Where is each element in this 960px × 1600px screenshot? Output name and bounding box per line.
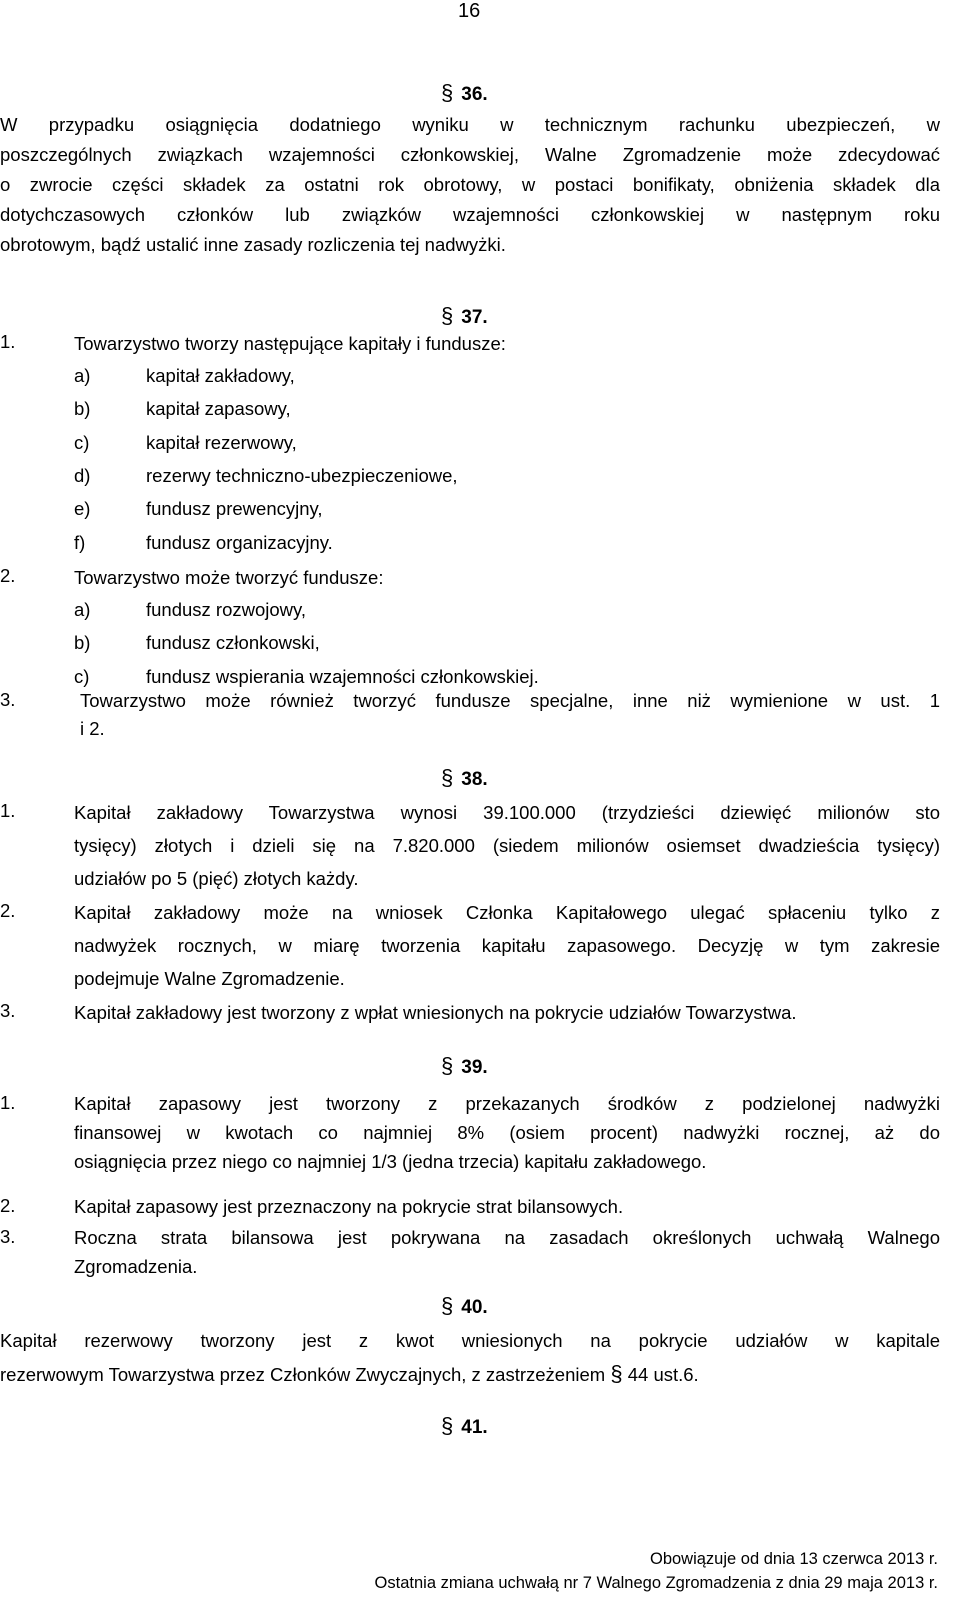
item-text: Towarzystwo tworzy następujące kapitały i fundusze:	[74, 333, 506, 354]
list-text: rezerwy techniczno-ubezpieczeniowe,	[146, 465, 458, 486]
item-line: Kapitał zakładowy może na wniosek Członka Kapitałowego ulegać spłaceniu tylko z	[74, 902, 940, 923]
section-number: 37.	[461, 307, 488, 328]
section-number: 38.	[461, 769, 488, 790]
item-number: 1.	[0, 331, 16, 352]
item-line: Towarzystwo może również tworzyć fundusze specjalne, inne niż wymienione w ust. 1	[80, 690, 940, 711]
item-line: Roczna strata bilansowa jest pokrywana na zasadach określonych uchwałą Walnego	[74, 1227, 940, 1248]
section-sign: §	[610, 1361, 623, 1386]
item-text	[74, 896, 940, 995]
item-number: 3.	[0, 689, 16, 710]
list-letter: a)	[74, 365, 91, 386]
list-text: fundusz wspierania wzajemności członkowskiej.	[146, 666, 539, 687]
list-letter: c)	[74, 666, 90, 687]
list-text: fundusz członkowski,	[146, 632, 320, 653]
footer-effective-date: Obowiązuje od dnia 13 czerwca 2013 r.	[649, 1550, 938, 1568]
item-number: 3.	[0, 1000, 16, 1021]
section-38-heading	[441, 765, 488, 791]
list-text: fundusz organizacyjny.	[146, 532, 333, 553]
item-number: 3.	[0, 1226, 16, 1247]
list-letter: b)	[74, 398, 91, 419]
item-line: finansowej w kwotach co najmniej 8% (osiem procent) nadwyżki rocznej, aż do	[74, 1122, 940, 1143]
list-letter: a)	[74, 599, 91, 620]
item-number: 1.	[0, 800, 16, 821]
footer-last-amendment: Ostatnia zmiana uchwałą nr 7 Walnego Zgromadzenia z dnia 29 maja 2013 r.	[374, 1574, 938, 1592]
list-text: kapitał zapasowy,	[146, 398, 291, 419]
paragraph-line: dotychczasowych członków lub związków wzajemności członkowskiej w następnym roku	[0, 204, 940, 225]
item-text	[74, 1192, 940, 1221]
item-text	[80, 687, 940, 743]
section-number: 40.	[461, 1297, 488, 1318]
item-line: tysięcy) złotych i dzieli się na 7.820.000 (siedem milionów osiemset dwadzieścia tysięcy)	[74, 835, 940, 856]
list-letter: f)	[74, 532, 86, 553]
list-letter: b)	[74, 632, 91, 653]
section-sign: §	[441, 1053, 454, 1078]
section-40-heading	[441, 1293, 488, 1319]
item-line: Kapitał zakładowy jest tworzony z wpłat wniesionych na pokrycie udziałów Towarzystwa.	[74, 1002, 797, 1023]
section-36-paragraph	[0, 110, 940, 260]
item-text	[74, 996, 940, 1029]
item-number: 1.	[0, 1092, 16, 1113]
item-line: i 2.	[80, 718, 105, 739]
section-sign: §	[441, 765, 454, 790]
list-letter: d)	[74, 465, 91, 486]
paragraph-text: rezerwowym Towarzystwa przez Członków Zwyczajnych, z zastrzeżeniem	[0, 1364, 606, 1385]
paragraph-line: poszczególnych związkach wzajemności członkowskiej, Walne Zgromadzenie może zdecydować	[0, 144, 940, 165]
section-40-paragraph	[0, 1324, 940, 1391]
section-36-heading	[441, 80, 488, 106]
section-39-heading	[441, 1053, 488, 1079]
item-line: nadwyżek rocznych, w miarę tworzenia kapitału zapasowego. Decyzję w tym zakresie	[74, 935, 940, 956]
list-text: fundusz prewencyjny,	[146, 498, 323, 519]
section-number: 41.	[461, 1417, 488, 1438]
item-line: udziałów po 5 (pięć) złotych każdy.	[74, 868, 359, 889]
paragraph-line	[0, 1357, 940, 1391]
section-sign: §	[441, 303, 454, 328]
list-letter: c)	[74, 432, 90, 453]
section-41-heading	[441, 1413, 488, 1439]
page-number: 16	[458, 0, 481, 22]
section-sign: §	[441, 1293, 454, 1318]
paragraph-line: o zwrocie części składek za ostatni rok obrotowy, w postaci bonifikaty, obniżenia składek dla	[0, 174, 940, 195]
section-number: 39.	[461, 1057, 488, 1078]
item-text	[74, 796, 940, 895]
paragraph-line: W przypadku osiągnięcia dodatniego wyniku w technicznym rachunku ubezpieczeń, w	[0, 114, 940, 135]
item-number: 2.	[0, 1195, 16, 1216]
paragraph-text: 44 ust.6.	[627, 1364, 699, 1385]
item-text	[74, 1089, 940, 1176]
section-number: 36.	[461, 84, 488, 105]
list-text: kapitał zakładowy,	[146, 365, 295, 386]
section-sign: §	[441, 80, 454, 105]
item-number: 2.	[0, 900, 16, 921]
list-text: fundusz rozwojowy,	[146, 599, 307, 620]
section-37-heading	[441, 303, 488, 329]
item-line: Kapitał zapasowy jest tworzony z przekazanych środków z podzielonej nadwyżki	[74, 1093, 940, 1114]
item-line: podejmuje Walne Zgromadzenie.	[74, 968, 345, 989]
item-text: Towarzystwo może tworzyć fundusze:	[74, 567, 384, 588]
item-number: 2.	[0, 565, 16, 586]
item-line: osiągnięcia przez niego co najmniej 1/3 (jedna trzecia) kapitału zakładowego.	[74, 1151, 707, 1172]
item-line: Kapitał zapasowy jest przeznaczony na pokrycie strat bilansowych.	[74, 1196, 624, 1217]
item-text	[74, 1223, 940, 1281]
list-text: kapitał rezerwowy,	[146, 432, 297, 453]
list-letter: e)	[74, 498, 91, 519]
section-sign: §	[441, 1413, 454, 1438]
item-line: Kapitał zakładowy Towarzystwa wynosi 39.100.000 (trzydzieści dziewięć milionów sto	[74, 802, 940, 823]
item-line: Zgromadzenia.	[74, 1256, 198, 1277]
paragraph-line: Kapitał rezerwowy tworzony jest z kwot wniesionych na pokrycie udziałów w kapitale	[0, 1330, 940, 1351]
paragraph-line: obrotowym, bądź ustalić inne zasady rozliczenia tej nadwyżki.	[0, 234, 506, 255]
